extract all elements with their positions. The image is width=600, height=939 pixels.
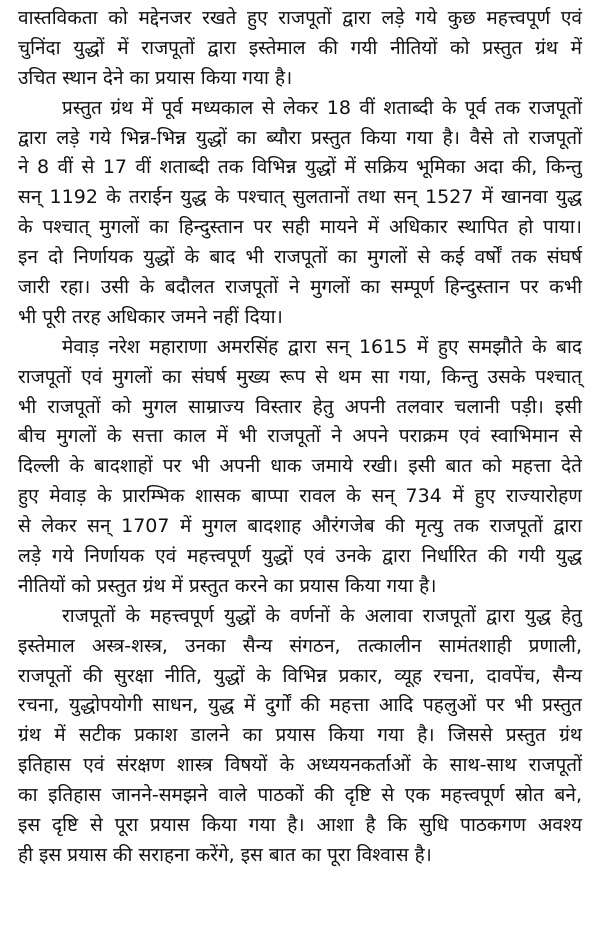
- document-page: [18, 4, 582, 871]
- text-line: ही इस प्रयास की सराहना करेंगे, इस बात का पूरा विश्वास है।: [18, 843, 432, 866]
- text-line: जारी रहा। उसी के बदौलत राजपूतों ने मुगलों का सम्पूर्ण हिन्दुस्तान पर कभी: [18, 276, 582, 299]
- text-line: इतिहास एवं संरक्षण शास्त्र विषयों के अध्ययनकर्ताओं के साथ-साथ राजपूतों: [18, 754, 582, 777]
- text-line: प्रस्तुत ग्रंथ में पूर्व मध्यकाल से लेकर 18 वीं शताब्दी के पूर्व तक राजपूतों: [62, 96, 582, 119]
- text-line: नीतियों को प्रस्तुत ग्रंथ में प्रस्तुत करने का प्रयास किया गया है।: [18, 574, 437, 597]
- text-line: राजपूतों एवं मुगलों का संघर्ष मुख्य रूप से थम सा गया, किन्तु उसके पश्चात्: [18, 365, 582, 388]
- paragraph-1: [18, 4, 582, 94]
- text-line: मेवाड़ नरेश महाराणा अमरसिंह द्वारा सन् 1615 में हुए समझौते के बाद: [62, 335, 582, 358]
- text-line: भी पूरी तरह अधिकार जमने नहीं दिया।: [18, 305, 283, 328]
- text-line: ने 8 वीं से 17 वीं शताब्दी तक विभिन्न युद्धों में सक्रिय भूमिका अदा की, किन्तु: [18, 156, 582, 179]
- text-line: का इतिहास जानने-समझने वाले पाठकों की दृष्टि से एक महत्त्वपूर्ण स्रोत बने,: [18, 784, 582, 807]
- text-line: सन् 1192 के तराईन युद्ध के पश्चात् सुलतानों तथा सन् 1527 में खानवा युद्ध: [18, 186, 582, 209]
- text-line: हुए मेवाड़ के प्रारम्भिक शासक बाप्पा रावल के सन् 734 में हुए राज्यारोहण: [18, 485, 582, 508]
- text-line: के पश्चात् मुगलों का हिन्दुस्तान पर सही मायने में अधिकार स्थापित हो पाया।: [18, 216, 582, 239]
- text-line: लड़े गये निर्णायक एवं महत्त्वपूर्ण युद्धों एवं उनके द्वारा निर्धारित की गयी युद्ध: [18, 545, 582, 568]
- paragraph-4: [18, 602, 582, 871]
- text-line: राजपूतों की सुरक्षा नीति, युद्धों के विभिन्न प्रकार, व्यूह रचना, दावपेंच, सैन्य: [18, 664, 582, 687]
- text-line: भी राजपूतों को मुगल साम्राज्य विस्तार हेतु अपनी तलवार चलानी पड़ी। इसी: [18, 395, 582, 418]
- text-line: से लेकर सन् 1707 में मुगल बादशाह औरंगजेब की मृत्यु तक राजपूतों द्वारा: [18, 515, 582, 538]
- paragraph-3: [18, 333, 582, 602]
- text-line: दिल्ली के बादशाहों पर भी अपनी धाक जमाये रखी। इसी बात को महत्ता देते: [18, 455, 582, 478]
- text-line: रचना, युद्धोपयोगी साधन, युद्ध में दुर्गों की महत्ता आदि पहलुओं पर भी प्रस्तुत: [18, 694, 582, 717]
- text-line: द्वारा लड़े गये भिन्न-भिन्न युद्धों का ब्यौरा प्रस्तुत किया गया है। वैसे तो राजपूतों: [18, 126, 582, 149]
- text-line: वास्तविकता को मद्देनजर रखते हुए राजपूतों द्वारा लड़े गये कुछ महत्त्वपूर्ण एवं: [18, 7, 582, 29]
- text-line: इस दृष्टि से पूरा प्रयास किया गया है। आशा है कि सुधि पाठकगण अवश्य: [18, 814, 582, 837]
- text-line: उचित स्थान देने का प्रयास किया गया है।: [18, 66, 293, 89]
- text-line: बीच मुगलों के सत्ता काल में भी राजपूतों ने अपने पराक्रम एवं स्वाभिमान से: [18, 425, 582, 448]
- text-line: इस्तेमाल अस्त्र-शस्त्र, उनका सैन्य संगठन, तत्कालीन सामंतशाही प्रणाली,: [18, 634, 582, 657]
- text-line: राजपूतों के महत्त्वपूर्ण युद्धों के वर्णनों के अलावा राजपूतों द्वारा युद्ध हेतु: [62, 604, 582, 627]
- text-line: ग्रंथ में सटीक प्रकाश डालने का प्रयास किया गया है। जिससे प्रस्तुत ग्रंथ: [18, 724, 582, 747]
- paragraph-2: [18, 94, 582, 333]
- text-line: चुनिंदा युद्धों में राजपूतों द्वारा इस्तेमाल की गयी नीतियों को प्रस्तुत ग्रंथ में: [18, 36, 582, 59]
- text-line: इन दो निर्णायक युद्धों के बाद भी राजपूतों का मुगलों से कई वर्षों तक संघर्ष: [18, 246, 582, 269]
